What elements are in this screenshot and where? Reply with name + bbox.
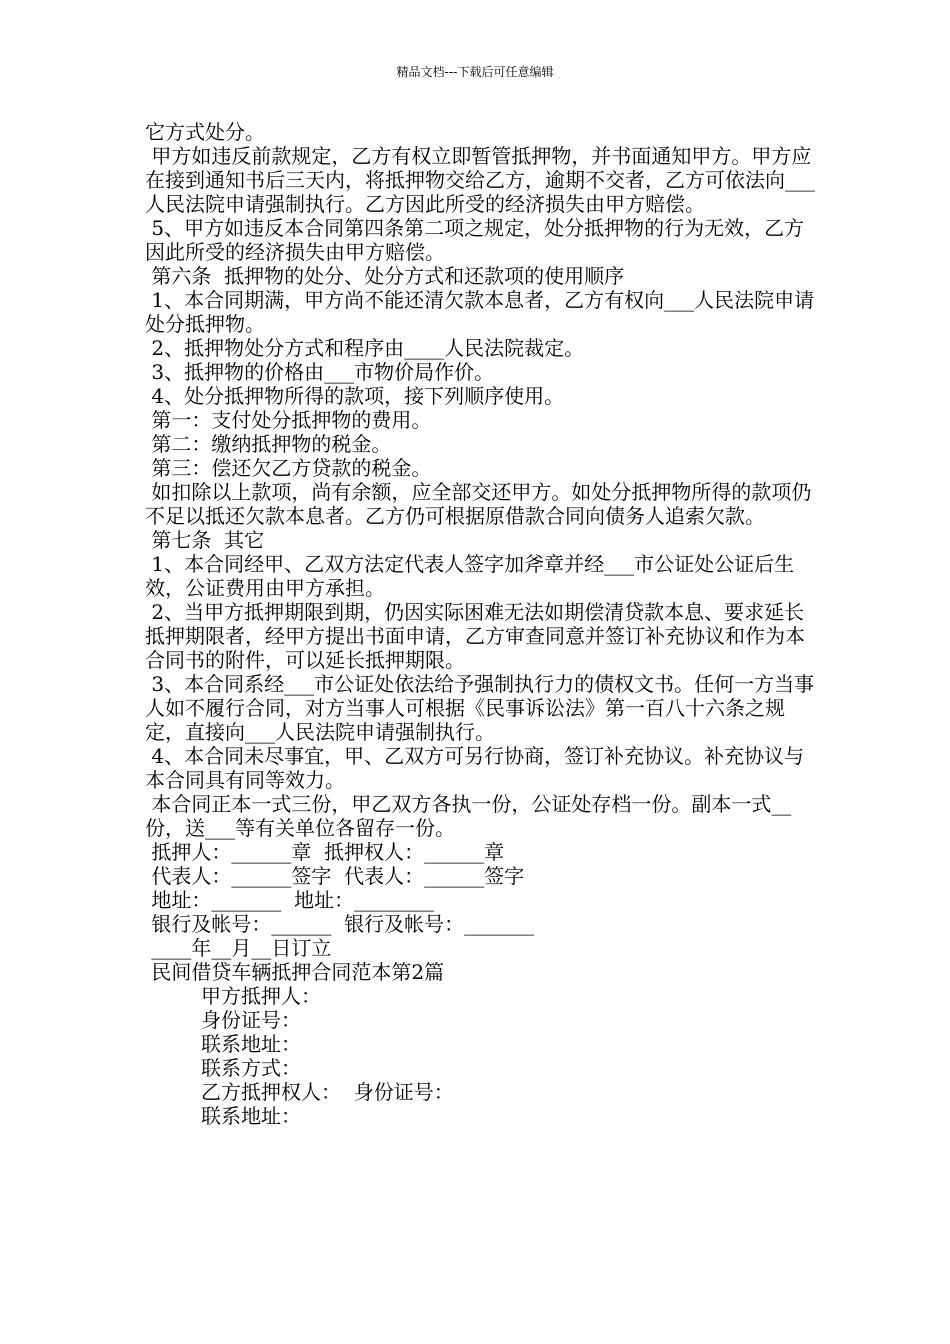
paragraph: 2、当甲方抵押期限到期，仍因实际困难无法如期偿清贷款本息、要求延长抵押期限者，经甲方提出书面申请，乙方审查同意并签订补充协议和作为本合同书的附件，可以延长抵押期限。: [145, 600, 805, 672]
paragraph: 它方式处分。: [145, 120, 265, 144]
form-line-pledgee: 乙方抵押权人： 身份证号：: [201, 1080, 454, 1104]
document-subtitle: 民间借贷车辆抵押合同范本第2篇: [145, 960, 445, 984]
signature-line-address: 地址：_______ 地址：________: [145, 888, 435, 912]
form-line-contact-method: 联系方式：: [201, 1056, 301, 1080]
signature-line-representative: 代表人：______签字 代表人：______签字: [145, 864, 525, 888]
form-line-id-number: 身份证号：: [201, 1008, 301, 1032]
section-heading: 第七条 其它: [145, 528, 265, 552]
paragraph: 甲方如违反前款规定，乙方有权立即暂管抵押物，并书面通知甲方。甲方应在接到通知书后三天内，将抵押物交给乙方，逾期不交者，乙方可依法向___人民法院申请强制执行。乙方因此所受的经济损失由甲方赔偿。: [145, 144, 815, 216]
paragraph: 1、本合同经甲、乙双方法定代表人签字加斧章并经___市公证处公证后生效，公证费用由甲方承担。: [145, 552, 795, 600]
paragraph: 第一：支付处分抵押物的费用。: [145, 408, 432, 432]
section-heading: 第六条 抵押物的处分、处分方式和还款项的使用顺序: [145, 264, 625, 288]
paragraph: 2、抵押物处分方式和程序由____人民法院裁定。: [145, 336, 585, 360]
paragraph: 4、本合同未尽事宜，甲、乙双方可另行协商，签订补充协议。补充协议与本合同具有同等效力。: [145, 744, 805, 792]
signature-line-bank-account: 银行及帐号：______ 银行及帐号：_______: [145, 912, 535, 936]
form-line-pledgor: 甲方抵押人：: [201, 984, 321, 1008]
signature-line-pledgor: 抵押人：______章 抵押权人：______章: [145, 840, 505, 864]
paragraph: 3、抵押物的价格由___市物价局作价。: [145, 360, 495, 384]
paragraph: 本合同正本一式三份，甲乙双方各执一份，公证处存档一份。副本一式__份，送___等有关单位各留存一份。: [145, 792, 792, 840]
page-header: 精品文档---下载后可任意编辑: [396, 65, 554, 79]
paragraph: 如扣除以上款项，尚有余额，应全部交还甲方。如处分抵押物所得的款项仍不足以抵还欠款本息者。乙方仍可根据原借款合同向债务人追索欠款。: [145, 480, 812, 528]
document-body: [145, 120, 815, 1128]
paragraph: 第三：偿还欠乙方贷款的税金。: [145, 456, 432, 480]
paragraph: 1、本合同期满，甲方尚不能还清欠款本息者，乙方有权向___人民法院申请处分抵押物。: [145, 288, 815, 336]
paragraph: 4、处分抵押物所得的款项，接下列顺序使用。: [145, 384, 565, 408]
signature-line-date: ____年__月__日订立: [145, 936, 332, 960]
form-line-contact-address: 联系地址：: [201, 1032, 301, 1056]
form-line-pledgee-address: 联系地址：: [201, 1104, 301, 1128]
paragraph: 3、本合同系经___市公证处依法给予强制执行力的债权文书。任何一方当事人如不履行合同，对方当事人可根据《民事诉讼法》第一百八十六条之规定，直接向___人民法院申请强制执行。: [145, 672, 815, 744]
paragraph: 5、甲方如违反本合同第四条第二项之规定，处分抵押物的行为无效，乙方因此所受的经济损失由甲方赔偿。: [145, 216, 805, 264]
paragraph: 第二：缴纳抵押物的税金。: [145, 432, 392, 456]
